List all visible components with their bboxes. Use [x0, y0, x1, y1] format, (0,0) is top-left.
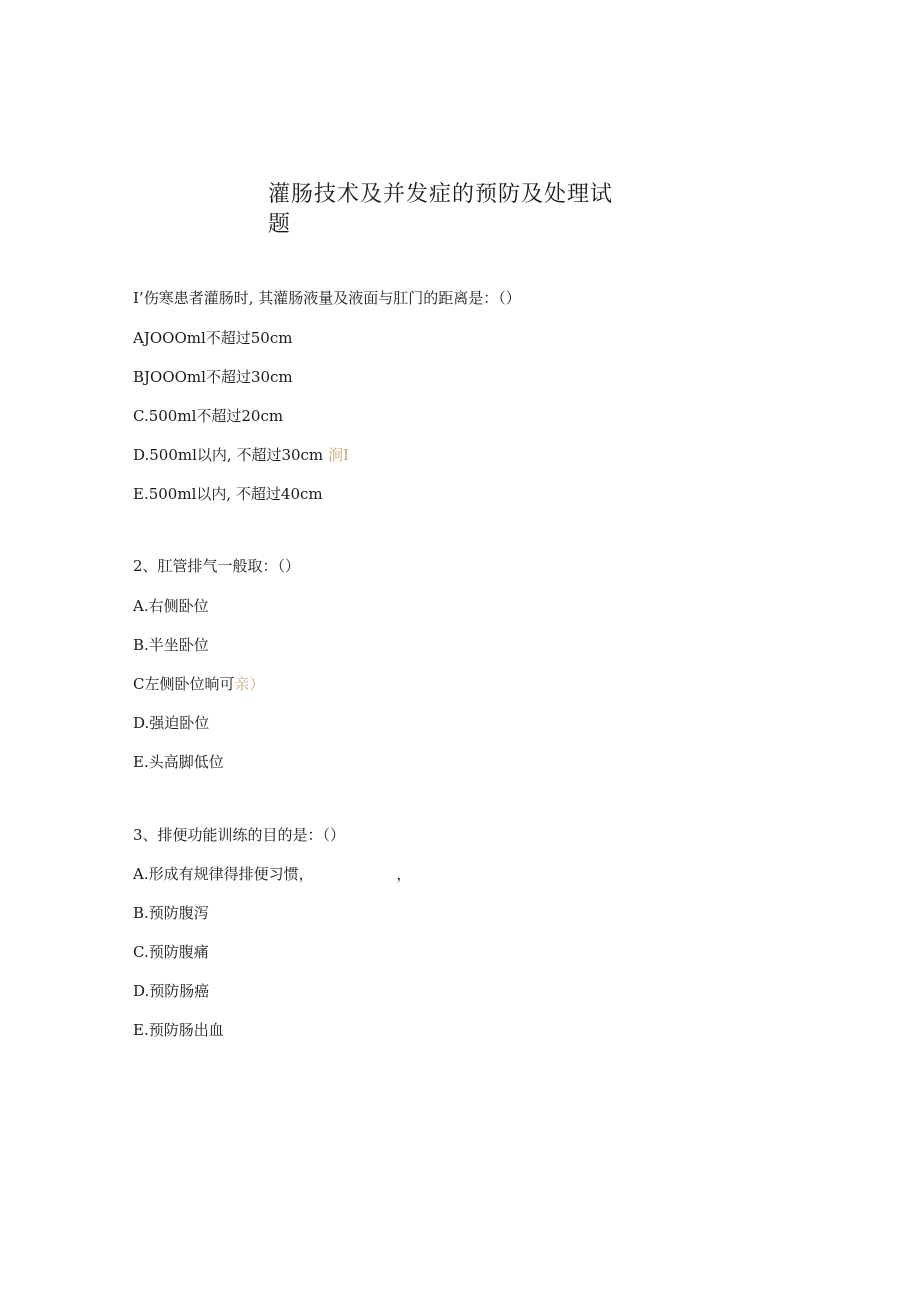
- question-1-option-c: C.500ml不超过20cm: [133, 407, 284, 425]
- question-1-option-b: BJOOOml不超过30cm: [133, 368, 293, 386]
- question-1-option-d: [133, 445, 349, 465]
- question-2-option-e: E.头高脚低位: [133, 753, 224, 771]
- option-text: A.形成有规律得排便习惯，: [133, 865, 314, 883]
- question-2-option-b: B.半坐卧位: [133, 636, 209, 654]
- question-3-option-b: B.预防腹泻: [133, 904, 209, 922]
- question-3-stem: 3、排便功能训练的目的是：（）: [133, 826, 346, 844]
- question-3-option-e: E.预防肠出血: [133, 1021, 224, 1039]
- question-3-option-d: D.预防肠癌: [133, 982, 210, 1000]
- stray-mark: ，: [396, 865, 412, 883]
- option-text: D.500ml以内, 不超过30cm: [133, 446, 324, 464]
- question-3-option-c: C.预防腹痛: [133, 943, 209, 961]
- question-2-option-a: A.右侧卧位: [133, 597, 209, 615]
- option-text: C左侧卧位晌可: [133, 675, 235, 693]
- handwritten-note: 涧I: [327, 446, 349, 464]
- question-1-option-a: AJOOOml不超过50cm: [133, 329, 293, 347]
- question-2-stem: 2、肛管排气一般取：（）: [133, 557, 301, 575]
- question-3-option-a: [133, 864, 411, 884]
- question-2-option-c: [133, 674, 265, 694]
- question-1-stem: I’伤寒患者灌肠时, 其灌肠液量及液面与肛门的距离是：（）: [133, 289, 521, 307]
- question-1-option-e: E.500ml以内, 不超过40cm: [133, 485, 323, 503]
- document-title: 灌肠技术及并发症的预防及处理试题: [268, 182, 614, 237]
- question-2-option-d: D.强迫卧位: [133, 714, 210, 732]
- handwritten-note: 亲）: [234, 675, 265, 693]
